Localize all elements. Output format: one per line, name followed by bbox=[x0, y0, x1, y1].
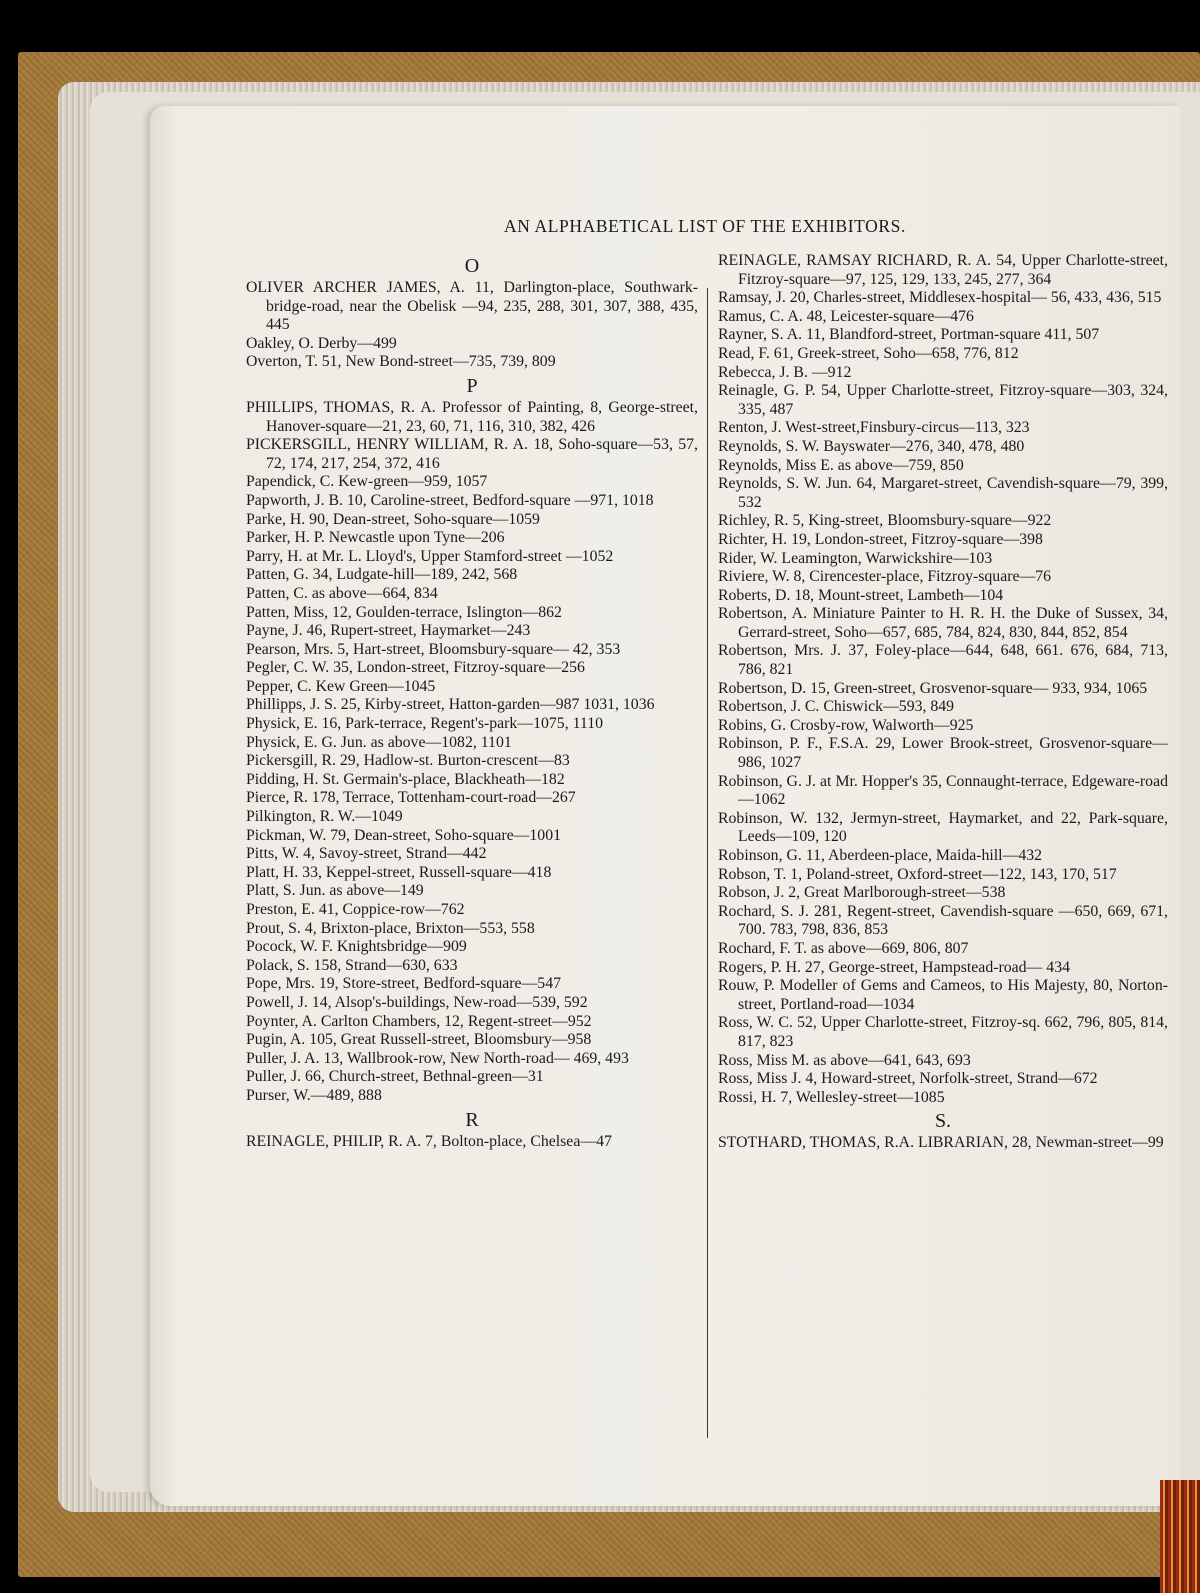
exhibitor-entry: Pierce, R. 178, Terrace, Tottenham-court-road—267 bbox=[246, 789, 576, 807]
exhibitor-entry: Rochard, F. T. as above—669, 806, 807 bbox=[718, 939, 969, 957]
exhibitor-entry: Rossi, H. 7, Wellesley-street—1085 bbox=[718, 1088, 945, 1106]
exhibitor-entry: Papworth, J. B. 10, Caroline-street, Bedford-square —971, 1018 bbox=[246, 491, 654, 509]
exhibitor-entry: Ramus, C. A. 48, Leicester-square—476 bbox=[718, 307, 974, 325]
exhibitor-entry: Platt, S. Jun. as above—149 bbox=[246, 882, 424, 900]
section-letter: R bbox=[465, 1108, 479, 1131]
column-divider bbox=[707, 288, 708, 1438]
exhibitor-entry: Poynter, A. Carlton Chambers, 12, Regent-street—952 bbox=[246, 1012, 592, 1030]
exhibitor-entry: Preston, E. 41, Coppice-row—762 bbox=[246, 901, 465, 918]
exhibitor-entry: REINAGLE, PHILIP, R. A. 7, Bolton-place, Chelsea—47 bbox=[246, 1132, 612, 1150]
exhibitor-entry: Ross, Miss M. as above—641, 643, 693 bbox=[718, 1051, 971, 1069]
exhibitor-entry: Pugin, A. 105, Great Russell-street, Bloomsbury—958 bbox=[246, 1031, 592, 1049]
exhibitor-entry: Puller, J. 66, Church-street, Bethnal-green—31 bbox=[246, 1068, 544, 1086]
right-column bbox=[718, 252, 1168, 1153]
exhibitor-entry: REINAGLE, RAMSAY RICHARD, R. A. 54, Upper Charlotte-street, Fitzroy-square—97, 125, 129, 133, 245, 277, 364 bbox=[718, 252, 1168, 288]
exhibitor-entry: Robertson, J. C. Chiswick—593, 849 bbox=[718, 698, 955, 716]
exhibitor-entry: Renton, J. West-street,Finsbury-circus—113, 323 bbox=[718, 419, 1030, 437]
section-letter: P bbox=[466, 374, 478, 397]
exhibitor-entry: Rayner, S. A. 11, Blandford-street, Portman-square 411, 507 bbox=[718, 326, 1100, 344]
exhibitor-entry: Papendick, C. Kew-green—959, 1057 bbox=[246, 473, 488, 491]
exhibitor-entry: Physick, E. 16, Park-terrace, Regent's-park—1075, 1110 bbox=[246, 715, 604, 733]
exhibitor-entry: Reinagle, G. P. 54, Upper Charlotte-street, Fitzroy-square—303, 324, 335, 487 bbox=[718, 382, 1168, 418]
exhibitor-entry: PICKERSGILL, HENRY WILLIAM, R. A. 18, Soho-square—53, 57, 72, 174, 217, 254, 372, 416 bbox=[246, 436, 698, 472]
exhibitor-entry: Puller, J. A. 13, Wallbrook-row, New North-road— 469, 493 bbox=[246, 1049, 629, 1067]
exhibitor-entry: Pocock, W. F. Knightsbridge—909 bbox=[246, 938, 467, 956]
exhibitor-entry: STOTHARD, THOMAS, R.A. LIBRARIAN, 28, Newman-street—99 bbox=[718, 1134, 1164, 1152]
exhibitor-entry: Payne, J. 46, Rupert-street, Haymarket—243 bbox=[246, 622, 531, 640]
exhibitor-entry: Patten, C. as above—664, 834 bbox=[246, 584, 438, 602]
exhibitor-entry: Robinson, G. 11, Aberdeen-place, Maida-hill—432 bbox=[718, 847, 1043, 864]
exhibitor-entry: Purser, W.—489, 888 bbox=[246, 1086, 382, 1104]
exhibitor-entry: Rogers, P. H. 27, George-street, Hampstead-road— 434 bbox=[718, 958, 1070, 976]
exhibitor-entry: Robertson, Mrs. J. 37, Foley-place—644, 648, 661. 676, 684, 713, 786, 821 bbox=[718, 642, 1168, 679]
exhibitor-entry: Platt, H. 33, Keppel-street, Russell-square—418 bbox=[246, 863, 552, 881]
exhibitor-entry: Roberts, D. 18, Mount-street, Lambeth—104 bbox=[718, 586, 1004, 604]
exhibitor-entry: Ross, W. C. 52, Upper Charlotte-street, Fitzroy-sq. 662, 796, 805, 814, 817, 823 bbox=[718, 1014, 1168, 1050]
exhibitor-entry: Pepper, C. Kew Green—1045 bbox=[246, 677, 436, 695]
exhibitor-entry: Riviere, W. 8, Cirencester-place, Fitzroy-square—76 bbox=[718, 568, 1052, 586]
exhibitor-entry: PHILLIPS, THOMAS, R. A. Professor of Painting, 8, George-street, Hanover-square—21, 23, 60, 71, 116, 310, 382, 426 bbox=[246, 398, 698, 435]
exhibitor-entry: Parry, H. at Mr. L. Lloyd's, Upper Stamford-street —1052 bbox=[246, 547, 614, 565]
exhibitor-entry: Oakley, O. Derby—499 bbox=[246, 334, 397, 352]
page-title: AN ALPHABETICAL LIST OF THE EXHIBITORS. bbox=[504, 216, 906, 236]
exhibitor-entry: Pope, Mrs. 19, Store-street, Bedford-square—547 bbox=[246, 975, 561, 993]
exhibitor-entry: Overton, T. 51, New Bond-street—735, 739, 809 bbox=[246, 353, 556, 371]
exhibitor-entry: Robinson, W. 132, Jermyn-street, Haymarket, and 22, Park-square, Leeds—109, 120 bbox=[718, 809, 1168, 846]
exhibitor-entry: Robson, J. 2, Great Marlborough-street—538 bbox=[718, 884, 1006, 902]
exhibitor-entry: Powell, J. 14, Alsop's-buildings, New-road—539, 592 bbox=[246, 993, 588, 1011]
exhibitor-entry: Pegler, C. W. 35, London-street, Fitzroy-square—256 bbox=[246, 659, 585, 677]
section-letter: S. bbox=[934, 1110, 952, 1133]
exhibitor-entry: Reynolds, Miss E. as above—759, 850 bbox=[718, 456, 964, 474]
exhibitor-entry: Rouw, P. Modeller of Gems and Cameos, to His Majesty, 80, Norton-street, Portland-road—1034 bbox=[718, 977, 1168, 1013]
exhibitor-entry: Read, F. 61, Greek-street, Soho—658, 776, 812 bbox=[718, 344, 1019, 362]
exhibitor-entry: Reynolds, S. W. Bayswater—276, 340, 478, 480 bbox=[718, 437, 1025, 455]
exhibitor-entry: OLIVER ARCHER JAMES, A. 11, Darlington-place, Southwark-bridge-road, near the Obelisk —94, 235, 288, 301, 307, 388, 435, 445 bbox=[246, 279, 698, 334]
exhibitor-entry: Pidding, H. St. Germain's-place, Blackheath—182 bbox=[246, 770, 565, 788]
exhibitor-entry: Robins, G. Crosby-row, Walworth—925 bbox=[718, 716, 974, 734]
exhibitor-entry: Pitts, W. 4, Savoy-street, Strand—442 bbox=[246, 845, 487, 863]
exhibitor-entry: Pearson, Mrs. 5, Hart-street, Bloomsbury-square— 42, 353 bbox=[246, 640, 621, 658]
exhibitor-entry: Rider, W. Leamington, Warwickshire—103 bbox=[718, 549, 993, 567]
exhibitor-entry: Physick, E. G. Jun. as above—1082, 1101 bbox=[246, 733, 512, 751]
exhibitor-entry: Rebecca, J. B. —912 bbox=[718, 363, 852, 381]
exhibitor-entry: Pickersgill, R. 29, Hadlow-st. Burton-crescent—83 bbox=[246, 752, 570, 770]
exhibitor-entry: Prout, S. 4, Brixton-place, Brixton—553, 558 bbox=[246, 919, 535, 937]
exhibitor-entry: Robinson, G. J. at Mr. Hopper's 35, Connaught-terrace, Edgeware-road—1062 bbox=[718, 772, 1168, 809]
exhibitor-entry: Richley, R. 5, King-street, Bloomsbury-square—922 bbox=[718, 512, 1052, 530]
left-column bbox=[246, 252, 698, 1151]
exhibitor-entry: Robertson, A. Miniature Painter to H. R. H. the Duke of Sussex, 34, Gerrard-street, Soho—657, 685, 784, 824, 830, 844, 852, 854 bbox=[718, 605, 1168, 641]
section-letter: O bbox=[464, 255, 480, 277]
exhibitor-entry: Rochard, S. J. 281, Regent-street, Cavendish-square —650, 669, 671, 700. 783, 798, 836, 853 bbox=[718, 902, 1168, 939]
exhibitor-entry: Phillipps, J. S. 25, Kirby-street, Hatton-garden—987 1031, 1036 bbox=[246, 696, 655, 714]
exhibitor-entry: Ross, Miss J. 4, Howard-street, Norfolk-street, Strand—672 bbox=[718, 1070, 1098, 1088]
exhibitor-entry: Patten, G. 34, Ludgate-hill—189, 242, 568 bbox=[246, 566, 518, 584]
exhibitor-entry: Parker, H. P. Newcastle upon Tyne—206 bbox=[246, 529, 505, 547]
exhibitor-entry: Reynolds, S. W. Jun. 64, Margaret-street, Cavendish-square—79, 399, 532 bbox=[718, 475, 1168, 511]
exhibitor-entry: Parke, H. 90, Dean-street, Soho-square—1059 bbox=[246, 510, 540, 528]
exhibitor-entry: Robinson, P. F., F.S.A. 29, Lower Brook-street, Grosvenor-square—986, 1027 bbox=[718, 735, 1168, 772]
exhibitor-entry: Pickman, W. 79, Dean-street, Soho-square—1001 bbox=[246, 826, 562, 844]
exhibitor-entry: Robson, T. 1, Poland-street, Oxford-street—122, 143, 170, 517 bbox=[718, 865, 1117, 883]
exhibitor-entry: Pilkington, R. W.—1049 bbox=[246, 808, 403, 826]
exhibitor-entry: Robertson, D. 15, Green-street, Grosvenor-square— 933, 934, 1065 bbox=[718, 679, 1148, 697]
exhibitor-entry: Richter, H. 19, London-street, Fitzroy-square—398 bbox=[718, 530, 1043, 548]
exhibitor-entry: Patten, Miss, 12, Goulden-terrace, Islington—862 bbox=[246, 603, 562, 621]
spine-decoration bbox=[1160, 1480, 1200, 1593]
exhibitor-entry: Polack, S. 158, Strand—630, 633 bbox=[246, 956, 458, 974]
exhibitor-entry: Ramsay, J. 20, Charles-street, Middlesex-hospital— 56, 433, 436, 515 bbox=[718, 289, 1162, 307]
